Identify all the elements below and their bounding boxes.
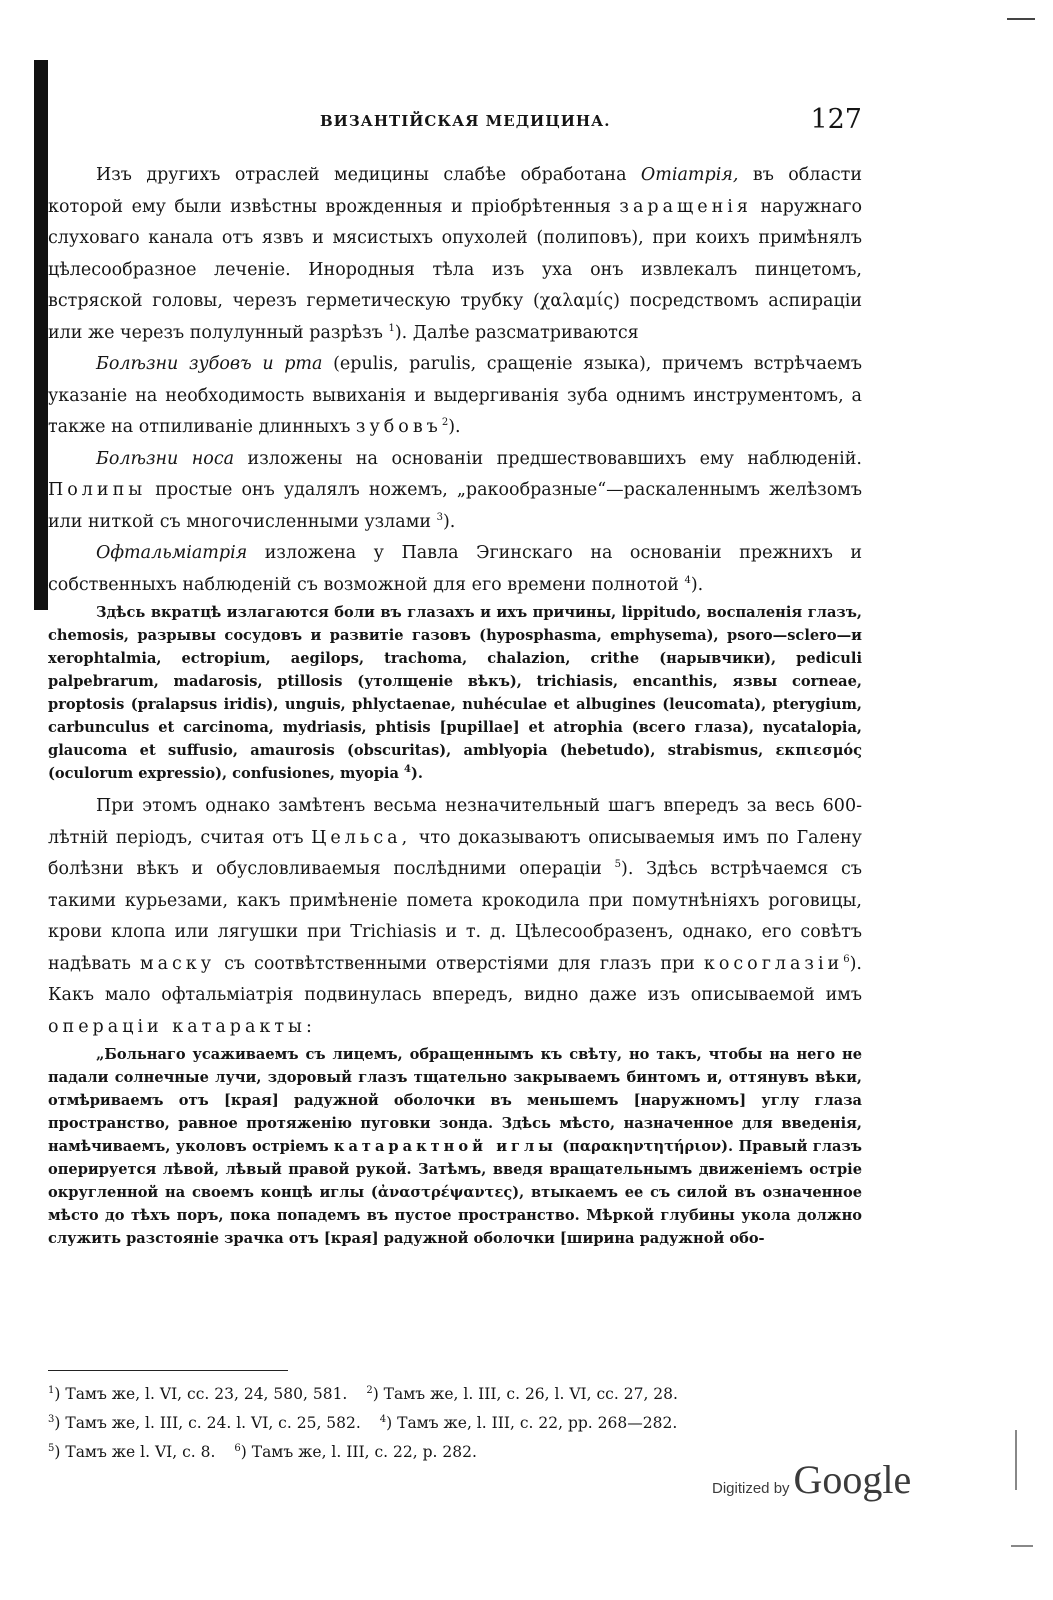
paragraph-teeth [48,349,862,444]
footnote [48,1414,361,1432]
paragraph-text: изложена у Павла Эгинскаго на основаніи прежнихъ и собственныхъ наблюденій съ возможной для его времени полнотой [48,543,862,595]
footnote-mark: 6 [234,1442,241,1454]
footnote-text: ) Тамъ же, l. III, c. 24. l. VI, c. 25, 582. [54,1414,361,1432]
paragraph-cataract-quote [48,1043,862,1250]
footnote-ref: 3 [436,511,443,523]
paragraph-ophthalmology [48,538,862,601]
footnote-ref: 6 [843,953,850,965]
paragraph-text: ). Далѣе разсматриваются [394,322,639,343]
footnote-ref: 4 [684,574,691,586]
paragraph-text: ). Здѣсь встрѣчаемся съ такими курьезами, какъ примѣненіе помета крокодила при помутнѣніяхъ роговицы, крови клопа или лягушки при Trichiasis и т. д. Цѣлесообразенъ, однако, его совѣтъ надѣвать [48,859,862,974]
scan-mark [1007,18,1035,20]
footnote-mark: 5 [48,1442,55,1454]
paragraph-text: ). [690,574,704,595]
paragraph-text: съ соотвѣтственными отверстіями для глазъ при [224,953,695,974]
section-term: Отіатрія, [640,165,739,185]
paragraph-eye-diseases [48,601,862,785]
section-term: Болѣзни носа [96,448,235,469]
running-title: ВИЗАНТІЙСКАЯ МЕДИЦИНА. [320,112,611,130]
spaced-emphasis: операціи катаракты: [48,1016,316,1037]
spaced-emphasis: Цельса, [311,827,412,848]
footnote-text: ) Тамъ же l. VI, c. 8. [54,1443,216,1461]
spaced-emphasis: катарактной иглы [333,1138,557,1155]
footnote [380,1414,678,1432]
section-term: Болѣзни зубовъ и рта [96,354,323,374]
footnote-ref: 2 [441,417,449,429]
paragraph-text: ). [448,417,461,437]
paragraph-text: въ области которой ему были извѣстны врожденныя и пріобрѣтенныя [48,165,862,217]
spaced-emphasis: маску [139,953,216,974]
spaced-emphasis: косоглазіи [703,953,844,974]
spaced-emphasis: Полипы [48,480,147,500]
paragraph-text: (παρακηντητήριον). Правый глазъ оперируется лѣвой, лѣвый правой рукой. Затѣмъ, введя вращательнымъ движеніемъ остріе округленной на своемъ концѣ иглы (ἀναστρέψαντες), втыкаемъ ее съ силой въ означенное мѣсто до тѣхъ поръ, пока попадемъ въ пустое пространство. Мѣркой глубины укола должно служить разстояніе зрачка отъ [края] радужной оболочки [ширина радужной обо- [48,1138,862,1247]
footnote-mark: 4 [379,1413,387,1425]
section-term: Офтальміатрія [96,543,248,563]
paragraph-text: ). [410,765,423,782]
paragraph-progress [48,791,862,1043]
footnote-text: ) Тамъ же, l. III, c. 22, pp. 268—282. [386,1414,678,1432]
footnotes [48,1380,862,1467]
page-header [92,104,862,144]
footnote-divider [48,1370,288,1371]
footnote-line [48,1409,862,1438]
footnote-mark: 1 [48,1384,55,1396]
binding-shadow [34,60,48,610]
footnote-ref: 1 [388,322,395,334]
footnote-text: ) Тамъ же, l. VI, cc. 23, 24, 580, 581. [54,1385,348,1403]
footnote-ref: 5 [614,859,621,871]
footnote-text: ) Тамъ же, l. III, c. 22, p. 282. [240,1443,477,1461]
paragraph-text: „Больнаго усаживаемъ съ лицемъ, обращеннымъ къ свѣту, но такъ, чтобы на него не падали солнечные лучи, здоровый глазъ тщательно закрываемъ бинтомъ и, оттянувъ вѣки, отмѣриваемъ отъ [края] радужной оболочки въ меньшемъ [наружномъ] углу глаза пространство, равное протяженію пуговки зонда. Здѣсь мѣсто, назначенное для введенія, намѣчиваемъ, уколовъ остріемъ [48,1046,862,1155]
paragraph-text: ). [442,511,456,532]
footnote-line [48,1380,862,1409]
paragraph-otiatria [48,160,862,349]
footnote [234,1443,477,1461]
scan-mark [1011,1545,1033,1547]
google-logo: Google [793,1457,912,1502]
paragraph-text: При этомъ однако замѣтенъ весьма незначительный шагъ впередъ за весь 600-лѣтній періодъ, считая отъ [48,796,862,848]
footnote [48,1385,347,1403]
paragraph-text: изложены на основаніи предшествовавшихъ ему наблюденій. [247,448,862,469]
lead-text: Изъ другихъ отраслей медицины слабѣе обработана [96,165,627,185]
paragraph-text: (epulis, parulis, сращеніе языка), причемъ встрѣчаемъ указаніе на необходимость вывиханія и выдергиванія зуба однимъ инструментомъ, а также на отпиливаніе длинныхъ [48,354,862,437]
spaced-emphasis: заращенія [619,196,752,217]
scan-mark [1015,1430,1017,1490]
digitized-watermark [712,1456,911,1503]
footnote [48,1443,215,1461]
footnote-ref: 4 [404,764,411,776]
paragraph-text: простые онъ удалялъ ножемъ, „ракообразные“—раскаленнымъ желѣзомъ или ниткой съ многочисленными узлами [48,480,862,532]
spaced-emphasis: зубовъ [355,417,442,437]
watermark-prefix: Digitized by [712,1480,790,1497]
footnote-mark: 3 [48,1413,55,1425]
footnote [366,1385,678,1403]
footnote-text: ) Тамъ же, l. III, c. 26, l. VI, cc. 27, 28. [372,1385,678,1403]
paragraph-text: что доказываютъ описываемыя имъ по Галену болѣзни вѣкъ и обусловливаемыя послѣдними операціи [48,827,862,879]
paragraph-text: Здѣсь вкратцѣ излагаются боли въ глазахъ и ихъ причины, lippitudo, воспаленія глазъ, chemosis, разрывы сосудовъ и развитіе газовъ (hyposphasma, emphysema), psoro—sclero—и xerophtalmia, ectropium, aegilops, trachoma, chalazion, crithe (нарывчики), pediculi palpebrarum, madarosis, ptillosis (утолщеніе вѣкъ), trichiasis, encanthis, язвы corneae, proptosis (pralapsus iridis), unguis, phlyctaenae, nuhéculae et albugines (leucomata), pterygium, carbunculus et carcinoma, mydriasis, phtisis [pupillae] et atrophia (всего глаза), nycatalopia, glaucoma et suffusio, amaurosis (obscuritas), amblyopia (hebetudo), strabismus, εκπιεσμός (oculorum expressio), confusiones, myopia [48,604,862,782]
paragraph-nose [48,444,862,539]
footnote-mark: 2 [366,1384,373,1396]
paragraph-text: наружнаго слуховаго канала отъ язвъ и мясистыхъ опухолей (полиповъ), при коихъ примѣнялъ цѣлесообразное леченіе. Инородныя тѣла изъ уха онъ извлекалъ пинцетомъ, встряской головы, черезъ герметическую трубку (χαλαμίς) посредствомъ аспираціи или же черезъ полулунный разрѣзъ [48,196,862,343]
paragraph-text: ). Какъ мало офтальміатрія подвинулась впередъ, видно даже изъ описываемой имъ [48,953,862,1005]
page-body [48,160,862,1250]
page-number: 127 [810,104,862,135]
